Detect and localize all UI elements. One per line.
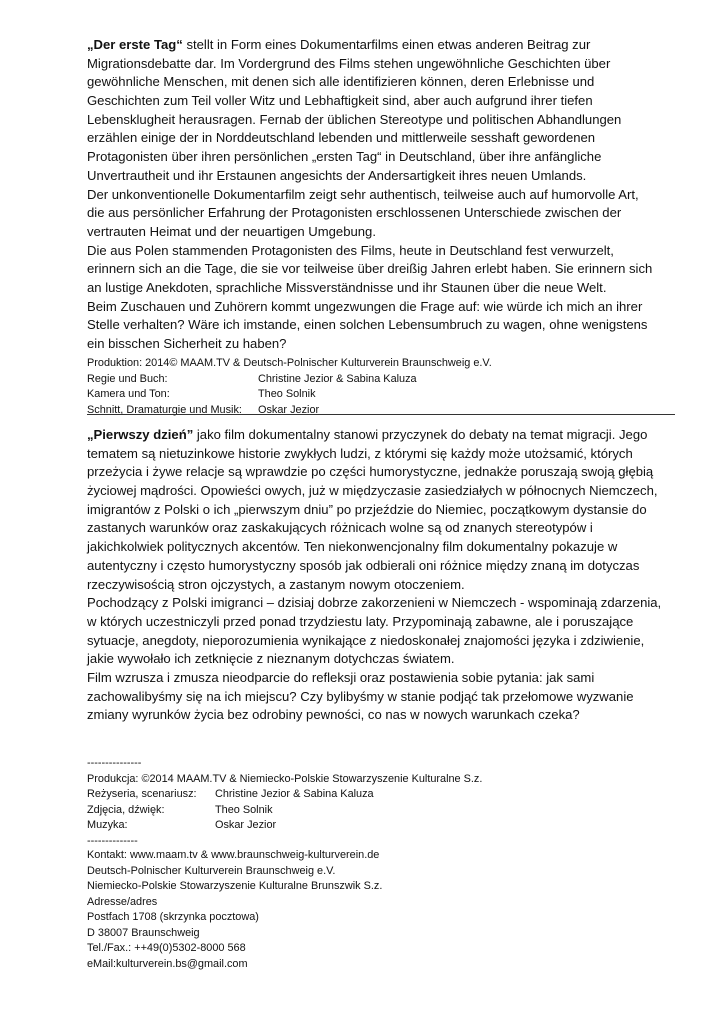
credit-label: Schnitt, Dramaturgie und Musik: [87, 403, 242, 416]
paragraph-line: Die aus Polen stammenden Protagonisten des Films, heute in Deutschland fest verwurzelt, [87, 242, 614, 258]
polish-credits [87, 756, 482, 849]
paragraph-line: rzeczywisością stron ojczystych, a zastanym nowym otoczeniem. [87, 576, 465, 592]
line-text: jako film dokumentalny stanowi przyczynek do debaty na temat migracji. Jego [193, 427, 648, 442]
contact-line: Deutsch-Polnischer Kulturverein Braunschweig e.V. [87, 864, 336, 877]
paragraph-line: jakichkolwiek politycznych akcentów. Ten niekonwencjonalny film dokumentalny pokazuje w [87, 539, 618, 555]
credit-value: Christine Jezior & Sabina Kaluza [258, 372, 417, 385]
paragraph-line: erzählen einige der in Norddeutschland lebenden und mittlerweile sesshaft gewordenen [87, 130, 596, 146]
credit-label: Kamera und Ton: [87, 388, 170, 400]
german-description [87, 36, 652, 354]
paragraph-line: ein bisschen Sicherheit zu haben? [87, 336, 287, 351]
production-line: Produktion: 2014© MAAM.TV & Deutsch-Polnischer Kulturverein Braunschweig e.V. [87, 357, 492, 369]
contact-websites: Kontakt: www.maam.tv & www.braunschweig-kulturverein.de [87, 849, 380, 861]
paragraph-line: gewöhnliche Menschen, mit denen sich alle identifizieren können, deren Erlebnisse und [87, 74, 595, 90]
paragraph-line: Beim Zuschauen und Zuhörern kommt ungezwungen die Frage auf: wie würde ich mich an ihrer [87, 298, 643, 314]
credit-value: Theo Solnik [258, 388, 316, 400]
polish-description [87, 426, 661, 725]
paragraph-line: zastanych warunków oraz zaskakujących różnicach wolne są od znanych stereotypów i [87, 520, 593, 536]
paragraph-line: w których uczestniczyli przed ponad trzydziestu laty. Przypominają zabawne, ale i poruszające [87, 613, 634, 629]
credit-value: Theo Solnik [215, 803, 273, 816]
contact-line: Postfach 1708 (skrzynka pocztowa) [87, 911, 259, 923]
contact-phone: Tel./Fax.: ++49(0)5302-8000 568 [87, 942, 246, 954]
paragraph-line: an lustige Anekdoten, sprachliche Missverständnisse und ihr Staunen über die neue Welt. [87, 279, 607, 295]
line-text: stellt in Form eines Dokumentarfilms einen etwas anderen Beitrag zur [182, 37, 591, 52]
contact-email: eMail:kulturverein.bs@gmail.com [87, 957, 248, 970]
paragraph-line: Der unkonventionelle Dokumentarfilm zeigt sehr authentisch, teilweise auch auf humorvolle Art, [87, 186, 639, 202]
contact-block [87, 848, 382, 972]
credit-label: Zdjęcia, dźwięk: [87, 803, 165, 816]
german-credits [87, 356, 492, 418]
credit-row [87, 803, 482, 819]
paragraph-line: zmiany wyrunków życia bez odrobiny pewności, co nas w nowych warunkach czeka? [87, 707, 580, 723]
credit-row [87, 787, 482, 803]
credit-row [87, 372, 492, 388]
paragraph-line: imigrantów z Polski o ich „pierwszym dniu” po przjeździe do Niemiec, początkowym dystansie do [87, 501, 647, 517]
contact-line: Niemiecko-Polskie Stowarzyszenie Kulturalne Brunszwik S.z. [87, 880, 383, 892]
paragraph-line [87, 36, 652, 55]
credit-row [87, 387, 492, 403]
paragraph-line: sytuacje, anegdoty, nieporozumienia wynikające z niedoskonałej znajomości języka i zdziwienie, [87, 632, 645, 648]
credit-value: Oskar Jezior [215, 819, 277, 831]
paragraph-line: vertrauten Heimat und der neuartigen Umgebung. [87, 223, 376, 239]
paragraph-line: erinnern sich an die Tage, die sie vor teilweise über dreißig Jahren erlebt haben. Sie erinnern sich [87, 261, 653, 277]
paragraph-line: autentyczny i często humorystyczny sposób jak odbierali oni różnice między znaną im dotyczas [87, 557, 640, 573]
production-line: Produkcja: ©2014 MAAM.TV & Niemiecko-Polskie Stowarzyszenie Kulturalne S.z. [87, 772, 483, 785]
credit-row [87, 403, 492, 419]
paragraph-line: die aus persönlicher Erfahrung der Protagonisten erschlossenen Unterschiede zwischen der [87, 205, 622, 221]
separator-dashes: --------------- [87, 757, 142, 769]
polish-film-title: „Pierwszy dzień” [87, 427, 194, 442]
paragraph-line [87, 426, 661, 445]
paragraph-line: jakie wywołało ich zetknięcie z nieznanym dotychczas światem. [87, 651, 455, 667]
paragraph-line: Film wzrusza i zmusza nieodparcie do refleksji oraz postawienia sobie pytania: jak sami [87, 669, 595, 685]
paragraph-line: Lebensklugheit herausragen. Fernab der üblichen Stereotype und politischen Abhandlungen [87, 111, 622, 127]
separator-dashes: -------------- [87, 834, 138, 847]
paragraph-line: Geschichten zum Teil voller Witz und Lebhaftigkeit sind, aber auch aufgrund ihrer tiefen [87, 93, 593, 109]
paragraph-line: tematem są nietuzinkowe historie zwykłych ludzi, z którymi się każdy może utożsamić, których [87, 445, 633, 461]
credit-label: Regie und Buch: [87, 372, 168, 385]
paragraph-line: Pochodzący z Polski imigranci – dzisiaj dobrze zakorzenieni w Niemczech - wspominają zdarzenia, [87, 595, 662, 611]
contact-line: Adresse/adres [87, 895, 158, 908]
credit-row [87, 818, 482, 834]
contact-line: D 38007 Braunschweig [87, 926, 200, 939]
credit-value: Oskar Jezior [258, 403, 320, 416]
paragraph-line: życiowej mądrości. Opowieści owych, już w międzyczasie zasiedziałych w północnych Niemczech, [87, 483, 658, 499]
paragraph-line: Stelle verhalten? Wäre ich imstande, einen solchen Lebensumbruch zu wagen, ohne wenigstens [87, 317, 648, 333]
paragraph-line: zachowalibyśmy się na ich miejscu? Czy bylibyśmy w stanie podjąć tak przełomowe wyzwanie [87, 688, 634, 704]
paragraph-line: Migrationsdebatte dar. Im Vordergrund des Films stehen ungewöhnliche Geschichten über [87, 55, 611, 71]
paragraph-line: Unvertrautheit und ihr Erstaunen angesichts der Andersartigkeit ihres neuen Umlands. [87, 167, 587, 183]
paragraph-line: przeżycia i żywe relacje są wprawdzie po części humorystyczne, jednakże poruszają swoją głębią [87, 464, 654, 480]
credit-label: Muzyka: [87, 819, 128, 831]
credit-label: Reżyseria, scenariusz: [87, 788, 197, 800]
german-film-title: „Der erste Tag“ [87, 37, 183, 52]
paragraph-line: Protagonisten über ihren persönlichen „ersten Tag“ in Deutschland, über ihre anfängliche [87, 149, 602, 165]
credit-value: Christine Jezior & Sabina Kaluza [215, 788, 374, 800]
section-divider [87, 414, 675, 415]
